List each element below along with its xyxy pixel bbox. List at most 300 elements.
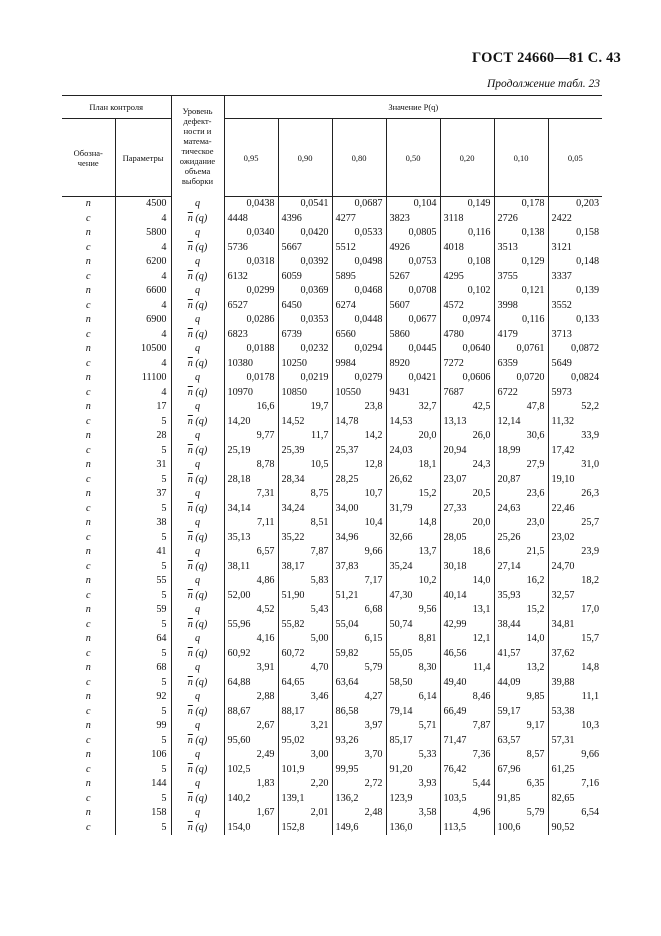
value-cell: 10,5 [278, 458, 332, 473]
parameter-cell: 5 [115, 763, 171, 778]
value-cell: 0,0299 [224, 284, 278, 299]
level-cell: q [171, 748, 224, 763]
level-header: Уровень дефект-ности и матема-тическое ожидание объема выборки [171, 96, 224, 197]
value-cell: 0,0279 [332, 371, 386, 386]
level-cell: q [171, 255, 224, 270]
level-cell: $\overline{n}$ (q) [171, 212, 224, 227]
table-row [62, 763, 602, 778]
designation-cell: c [62, 241, 115, 256]
values-header: Значение P(q) [224, 96, 602, 119]
table-row [62, 284, 602, 299]
table-row [62, 792, 602, 807]
parameter-cell: 5 [115, 473, 171, 488]
table-row [62, 386, 602, 401]
value-cell: 59,17 [494, 705, 548, 720]
value-cell: 12,8 [332, 458, 386, 473]
level-cell: q [171, 371, 224, 386]
value-cell: 5,00 [278, 632, 332, 647]
table-row [62, 313, 602, 328]
value-cell: 0,148 [576, 256, 600, 267]
value-cell: 34,24 [278, 502, 332, 517]
value-cell: 3552 [551, 299, 572, 311]
value-cell: 2,67 [224, 719, 278, 734]
value-cell: 6274 [332, 299, 386, 314]
probability-header: 0,20 [440, 119, 494, 197]
designation-cell: c [62, 386, 115, 401]
value-cell: 93,26 [332, 734, 386, 749]
value-cell: 49,40 [440, 676, 494, 691]
value-cell: 6359 [494, 357, 548, 372]
designation-cell: c [62, 676, 115, 691]
value-cell: 40,14 [440, 589, 494, 604]
value-cell: 4,52 [224, 603, 278, 618]
table-row [62, 705, 602, 720]
table-row [62, 458, 602, 473]
value-cell: 46,56 [440, 647, 494, 662]
designation-cell: n [62, 371, 115, 386]
value-cell: 26,0 [440, 429, 494, 444]
value-cell: 149,6 [332, 821, 386, 836]
value-cell: 6722 [494, 386, 548, 401]
table-row [62, 502, 602, 517]
designation-cell: n [62, 806, 115, 821]
designation-cell: n [62, 400, 115, 415]
value-cell: 4018 [440, 241, 494, 256]
value-cell: 6,57 [224, 545, 278, 560]
value-cell: 4179 [494, 328, 548, 343]
table-row [62, 545, 602, 560]
table-row [62, 342, 602, 357]
value-cell: 35,24 [386, 560, 440, 575]
value-cell: 28,18 [224, 473, 278, 488]
value-cell: 6,35 [494, 777, 548, 792]
value-cell: 4277 [332, 212, 386, 227]
value-cell: 37,83 [332, 560, 386, 575]
level-cell: q [171, 516, 224, 531]
value-cell: 82,65 [551, 792, 575, 804]
level-cell: $\overline{n}$ (q) [171, 357, 224, 372]
value-cell: 51,21 [332, 589, 386, 604]
designation-cell: c [62, 647, 115, 662]
parameter-cell: 92 [115, 690, 171, 705]
parameter-cell: 4 [115, 328, 171, 343]
designation-cell: n [62, 313, 115, 328]
value-cell: 9,17 [494, 719, 548, 734]
value-cell: 10,2 [386, 574, 440, 589]
designation-cell: n [62, 690, 115, 705]
value-cell: 55,96 [224, 618, 278, 633]
level-cell: $\overline{n}$ (q) [171, 415, 224, 430]
value-cell: 9431 [386, 386, 440, 401]
value-cell: 11,4 [440, 661, 494, 676]
value-cell: 95,60 [224, 734, 278, 749]
value-cell: 152,8 [278, 821, 332, 836]
value-cell: 0,0318 [224, 255, 278, 270]
value-cell: 34,81 [551, 618, 575, 630]
parameter-cell: 17 [115, 400, 171, 415]
value-cell: 5736 [224, 241, 278, 256]
value-cell: 4926 [386, 241, 440, 256]
value-cell: 11,7 [278, 429, 332, 444]
value-cell: 15,2 [386, 487, 440, 502]
value-cell: 0,0438 [224, 197, 278, 212]
value-cell: 10970 [224, 386, 278, 401]
level-cell: $\overline{n}$ (q) [171, 676, 224, 691]
value-cell: 0,0421 [386, 371, 440, 386]
level-cell: $\overline{n}$ (q) [171, 386, 224, 401]
probability-header: 0,90 [278, 119, 332, 197]
value-cell: 59,82 [332, 647, 386, 662]
parameter-cell: 5 [115, 792, 171, 807]
level-cell: q [171, 690, 224, 705]
value-cell: 15,2 [494, 603, 548, 618]
table-row [62, 270, 602, 285]
value-cell: 0,0640 [440, 342, 494, 357]
table-row [62, 241, 602, 256]
value-cell: 0,139 [576, 285, 600, 296]
parameter-cell: 5800 [115, 226, 171, 241]
level-cell: q [171, 458, 224, 473]
parameter-cell: 144 [115, 777, 171, 792]
level-cell: q [171, 197, 224, 212]
parameter-cell: 99 [115, 719, 171, 734]
value-cell: 5,71 [386, 719, 440, 734]
value-cell: 5,79 [494, 806, 548, 821]
level-cell: $\overline{n}$ (q) [171, 241, 224, 256]
value-cell: 10,3 [581, 720, 600, 731]
value-cell: 0,0286 [224, 313, 278, 328]
value-cell: 7,87 [440, 719, 494, 734]
table-row [62, 444, 602, 459]
value-cell: 24,70 [551, 560, 575, 572]
value-cell: 0,102 [440, 284, 494, 299]
value-cell: 34,00 [332, 502, 386, 517]
value-cell: 35,13 [224, 531, 278, 546]
table-row [62, 473, 602, 488]
value-cell: 5895 [332, 270, 386, 285]
probability-header: 0,05 [548, 119, 602, 197]
designation-cell: c [62, 792, 115, 807]
table-row [62, 255, 602, 270]
value-cell: 10550 [332, 386, 386, 401]
level-cell: $\overline{n}$ (q) [171, 502, 224, 517]
value-cell: 4,27 [332, 690, 386, 705]
value-cell: 0,0687 [332, 197, 386, 212]
value-cell: 47,30 [386, 589, 440, 604]
value-cell: 34,14 [224, 502, 278, 517]
parameter-cell: 5 [115, 647, 171, 662]
designation-cell: c [62, 444, 115, 459]
value-cell: 6132 [224, 270, 278, 285]
value-cell: 53,38 [551, 705, 575, 717]
document-header: ГОСТ 24660—81 С. 43 [472, 50, 621, 66]
value-cell: 0,149 [440, 197, 494, 212]
value-cell: 25,26 [494, 531, 548, 546]
value-cell: 25,37 [332, 444, 386, 459]
table-row [62, 777, 602, 792]
value-cell: 26,62 [386, 473, 440, 488]
value-cell: 0,0294 [332, 342, 386, 357]
value-cell: 113,5 [440, 821, 494, 836]
designation-cell: n [62, 661, 115, 676]
level-cell: q [171, 545, 224, 560]
value-cell: 3513 [494, 241, 548, 256]
value-cell: 5,44 [440, 777, 494, 792]
probability-header: 0,10 [494, 119, 548, 197]
value-cell: 100,6 [494, 821, 548, 836]
value-cell: 52,00 [224, 589, 278, 604]
value-cell: 24,03 [386, 444, 440, 459]
value-cell: 14,8 [386, 516, 440, 531]
value-cell: 27,14 [494, 560, 548, 575]
level-cell: $\overline{n}$ (q) [171, 531, 224, 546]
level-cell: q [171, 603, 224, 618]
designation-cell: c [62, 531, 115, 546]
value-cell: 51,90 [278, 589, 332, 604]
value-cell: 4,16 [224, 632, 278, 647]
value-cell: 8,81 [386, 632, 440, 647]
value-cell: 5,83 [278, 574, 332, 589]
table-row [62, 748, 602, 763]
value-cell: 76,42 [440, 763, 494, 778]
value-cell: 2,48 [332, 806, 386, 821]
value-cell: 42,5 [440, 400, 494, 415]
parameter-cell: 4 [115, 270, 171, 285]
value-cell: 28,05 [440, 531, 494, 546]
parameter-cell: 158 [115, 806, 171, 821]
designation-cell: c [62, 270, 115, 285]
parameter-cell: 4 [115, 212, 171, 227]
value-cell: 0,108 [440, 255, 494, 270]
table-row [62, 719, 602, 734]
value-cell: 99,95 [332, 763, 386, 778]
value-cell: 20,0 [440, 516, 494, 531]
value-cell: 22,46 [551, 502, 575, 514]
parameter-cell: 5 [115, 444, 171, 459]
value-cell: 8,75 [278, 487, 332, 502]
value-cell: 10,4 [332, 516, 386, 531]
value-cell: 7272 [440, 357, 494, 372]
value-cell: 139,1 [278, 792, 332, 807]
value-cell: 6,68 [332, 603, 386, 618]
designation-cell: c [62, 415, 115, 430]
table-body [62, 197, 602, 836]
value-cell: 7,36 [440, 748, 494, 763]
value-cell: 0,0178 [224, 371, 278, 386]
parameter-cell: 64 [115, 632, 171, 647]
value-cell: 0,0974 [440, 313, 494, 328]
value-cell: 6,54 [581, 807, 600, 818]
value-cell: 20,94 [440, 444, 494, 459]
value-cell: 140,2 [224, 792, 278, 807]
value-cell: 23,0 [494, 516, 548, 531]
value-cell: 0,0340 [224, 226, 278, 241]
value-cell: 66,49 [440, 705, 494, 720]
value-cell: 2,49 [224, 748, 278, 763]
parameter-cell: 5 [115, 502, 171, 517]
value-cell: 63,64 [332, 676, 386, 691]
parameter-cell: 55 [115, 574, 171, 589]
value-cell: 27,33 [440, 502, 494, 517]
value-cell: 4396 [278, 212, 332, 227]
parameter-cell: 5 [115, 676, 171, 691]
level-cell: $\overline{n}$ (q) [171, 647, 224, 662]
value-cell: 37,62 [551, 647, 575, 659]
value-cell: 8920 [386, 357, 440, 372]
designation-cell: n [62, 719, 115, 734]
value-cell: 30,6 [494, 429, 548, 444]
designation-cell: n [62, 197, 115, 212]
value-cell: 13,7 [386, 545, 440, 560]
parameter-cell: 11100 [115, 371, 171, 386]
value-cell: 26,3 [581, 488, 600, 499]
table-row [62, 531, 602, 546]
value-cell: 38,11 [224, 560, 278, 575]
value-cell: 21,5 [494, 545, 548, 560]
designation-cell: n [62, 603, 115, 618]
value-cell: 136,2 [332, 792, 386, 807]
probability-header: 0,50 [386, 119, 440, 197]
value-cell: 24,3 [440, 458, 494, 473]
value-cell: 9,85 [494, 690, 548, 705]
value-cell: 23,6 [494, 487, 548, 502]
value-cell: 35,22 [278, 531, 332, 546]
value-cell: 5,43 [278, 603, 332, 618]
value-cell: 0,0498 [332, 255, 386, 270]
value-cell: 28,34 [278, 473, 332, 488]
value-cell: 5649 [551, 357, 572, 369]
level-cell: $\overline{n}$ (q) [171, 734, 224, 749]
designation-cell: n [62, 226, 115, 241]
value-cell: 0,138 [494, 226, 548, 241]
value-cell: 4,96 [440, 806, 494, 821]
value-cell: 136,0 [386, 821, 440, 836]
value-cell: 6059 [278, 270, 332, 285]
designation-cell: c [62, 705, 115, 720]
value-cell: 7,87 [278, 545, 332, 560]
value-cell: 88,67 [224, 705, 278, 720]
value-cell: 0,116 [494, 313, 548, 328]
value-cell: 18,2 [581, 575, 600, 586]
value-cell: 3755 [494, 270, 548, 285]
value-cell: 14,20 [224, 415, 278, 430]
level-cell: $\overline{n}$ (q) [171, 618, 224, 633]
table-row [62, 574, 602, 589]
level-cell: q [171, 806, 224, 821]
designation-cell: c [62, 734, 115, 749]
designation-cell: n [62, 545, 115, 560]
value-cell: 2726 [494, 212, 548, 227]
value-cell: 34,96 [332, 531, 386, 546]
level-cell: q [171, 632, 224, 647]
value-cell: 2,20 [278, 777, 332, 792]
designation-cell: c [62, 618, 115, 633]
parameter-cell: 28 [115, 429, 171, 444]
value-cell: 17,0 [581, 604, 600, 615]
table-row [62, 647, 602, 662]
designation-cell: n [62, 516, 115, 531]
value-cell: 58,50 [386, 676, 440, 691]
parameter-cell: 5 [115, 531, 171, 546]
value-cell: 27,9 [494, 458, 548, 473]
designation-header: Обозна-чение [62, 119, 115, 197]
value-cell: 12,14 [494, 415, 548, 430]
value-cell: 0,0420 [278, 226, 332, 241]
level-cell: $\overline{n}$ (q) [171, 328, 224, 343]
level-cell: q [171, 284, 224, 299]
value-cell: 11,32 [551, 415, 575, 427]
value-cell: 88,17 [278, 705, 332, 720]
probability-header: 0,80 [332, 119, 386, 197]
value-cell: 6,15 [332, 632, 386, 647]
parameter-cell: 31 [115, 458, 171, 473]
value-cell: 42,99 [440, 618, 494, 633]
value-cell: 3,97 [332, 719, 386, 734]
value-cell: 8,51 [278, 516, 332, 531]
level-cell: $\overline{n}$ (q) [171, 299, 224, 314]
value-cell: 18,99 [494, 444, 548, 459]
value-cell: 0,0533 [332, 226, 386, 241]
value-cell: 18,1 [386, 458, 440, 473]
designation-cell: c [62, 763, 115, 778]
value-cell: 33,9 [581, 430, 600, 441]
value-cell: 5667 [278, 241, 332, 256]
parameter-cell: 4 [115, 386, 171, 401]
value-cell: 5607 [386, 299, 440, 314]
value-cell: 63,57 [494, 734, 548, 749]
level-cell: $\overline{n}$ (q) [171, 705, 224, 720]
table-row [62, 821, 602, 836]
value-cell: 2,88 [224, 690, 278, 705]
designation-cell: c [62, 560, 115, 575]
value-cell: 23,07 [440, 473, 494, 488]
designation-cell: c [62, 502, 115, 517]
value-cell: 0,133 [576, 314, 600, 325]
value-cell: 5973 [551, 386, 572, 398]
value-cell: 4572 [440, 299, 494, 314]
value-cell: 86,58 [332, 705, 386, 720]
value-cell: 0,0541 [278, 197, 332, 212]
value-cell: 64,65 [278, 676, 332, 691]
designation-cell: c [62, 357, 115, 372]
table-row [62, 415, 602, 430]
value-cell: 13,13 [440, 415, 494, 430]
value-cell: 14,52 [278, 415, 332, 430]
table-row [62, 299, 602, 314]
value-cell: 3823 [386, 212, 440, 227]
value-cell: 9984 [332, 357, 386, 372]
value-cell: 91,20 [386, 763, 440, 778]
value-cell: 64,88 [224, 676, 278, 691]
value-cell: 9,56 [386, 603, 440, 618]
value-cell: 7,17 [332, 574, 386, 589]
parameter-cell: 6900 [115, 313, 171, 328]
value-cell: 3118 [440, 212, 494, 227]
value-cell: 0,0468 [332, 284, 386, 299]
table-row [62, 197, 602, 212]
designation-cell: n [62, 284, 115, 299]
value-cell: 0,158 [576, 227, 600, 238]
table-row [62, 603, 602, 618]
parameter-cell: 6600 [115, 284, 171, 299]
value-cell: 3713 [551, 328, 572, 340]
value-cell: 7,16 [581, 778, 600, 789]
value-cell: 0,0872 [571, 343, 600, 354]
value-cell: 3,21 [278, 719, 332, 734]
parameter-cell: 5 [115, 618, 171, 633]
value-cell: 55,04 [332, 618, 386, 633]
value-cell: 38,44 [494, 618, 548, 633]
